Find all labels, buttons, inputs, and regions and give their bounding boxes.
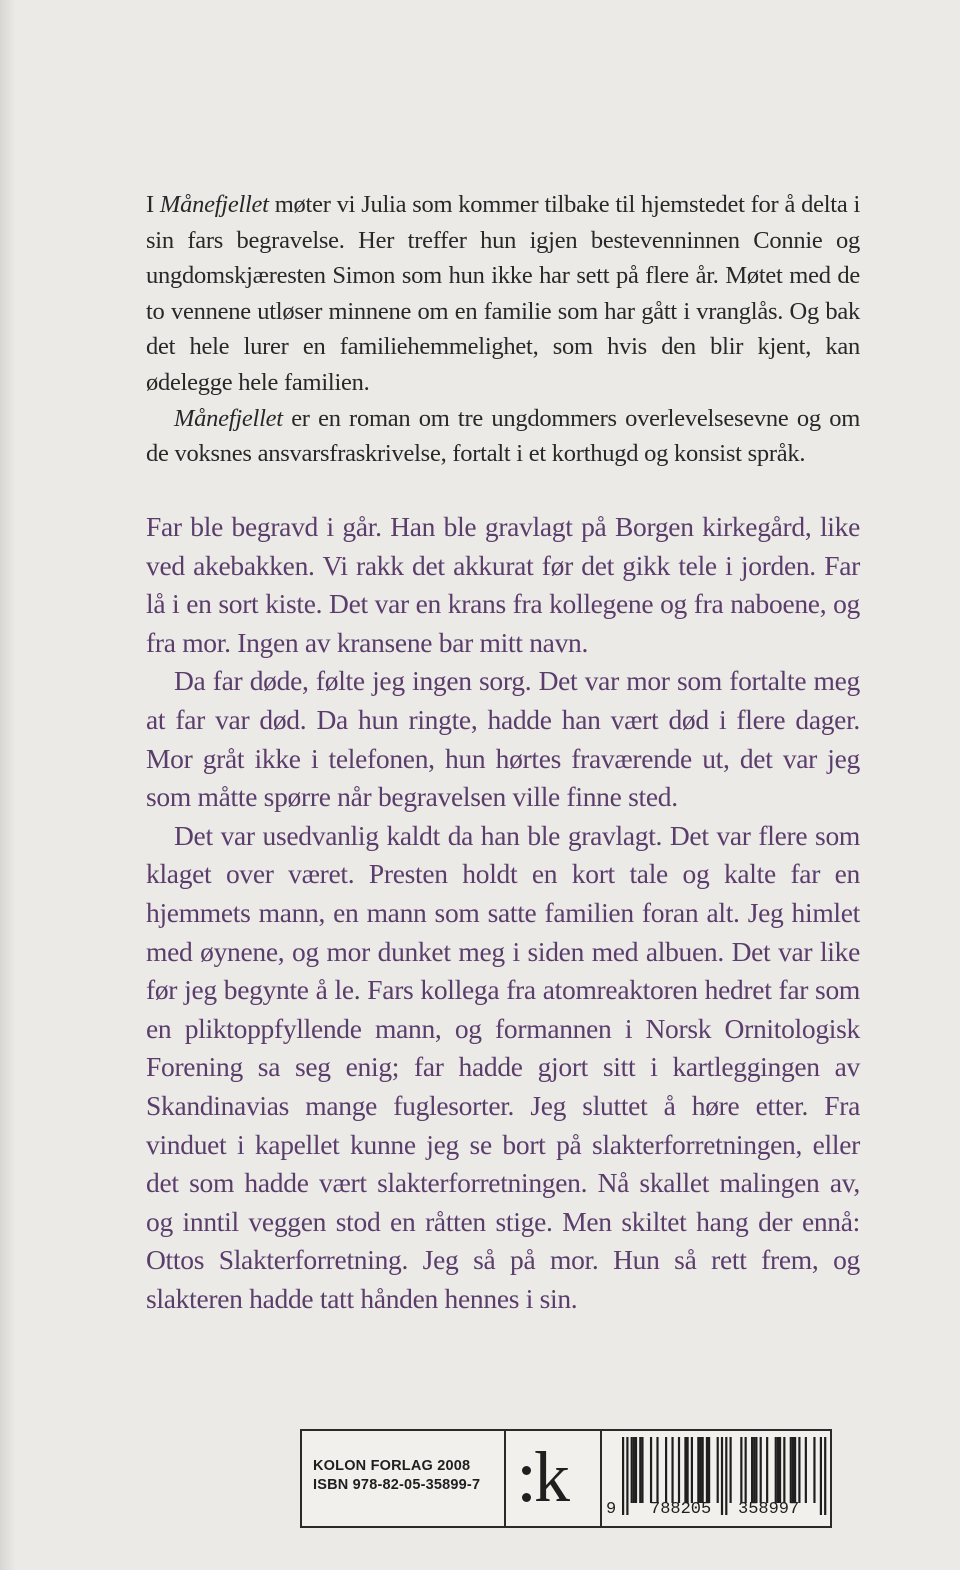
barcode-guard-bar xyxy=(820,1437,822,1515)
barcode-bar xyxy=(779,1437,781,1503)
barcode-bar xyxy=(753,1437,755,1503)
barcode-bar xyxy=(678,1437,680,1503)
barcode-bar xyxy=(717,1437,719,1503)
logo-letter: k xyxy=(534,1437,570,1517)
blurb xyxy=(146,187,860,472)
barcode-bar xyxy=(641,1437,643,1503)
barcode-bar xyxy=(671,1437,673,1503)
imprint-box xyxy=(300,1429,832,1528)
blurb-paragraph xyxy=(146,187,860,401)
barcode-guard-bar xyxy=(824,1437,826,1515)
excerpt-paragraph: Far ble begravd i går. Han ble gravlagt på Borgen kirkegård, like ved akebakken. Vi rakk det akkurat før det gikk tele i jorden. Far lå i en sort kiste. Det var en krans fra kollegene og fra naboene, og fra mor. Ingen av kransene bar mitt navn. xyxy=(146,511,860,658)
barcode-bar xyxy=(635,1437,637,1503)
isbn-line: ISBN 978-82-05-35899-7 xyxy=(313,1477,481,1493)
barcode-bar xyxy=(706,1437,708,1503)
barcode-bar xyxy=(783,1437,785,1503)
barcode-bar xyxy=(656,1437,658,1503)
barcode-bar xyxy=(687,1437,689,1503)
barcode-guard-bar xyxy=(626,1437,628,1515)
barcode-bar xyxy=(813,1437,815,1503)
barcode-bar xyxy=(751,1437,753,1503)
excerpt-paragraph: Da far døde, følte jeg ingen sorg. Det var mor som fortalte meg at far var død. Da hun ringte, hadde han vært død i flere dager. Mor gråt ikke i telefonen, hun hørtes fraværende ut, det var jeg som måtte spørre når begravelsen ville finne sted. xyxy=(146,665,860,813)
book-title: Månefjellet xyxy=(174,404,283,432)
barcode-guard-bar xyxy=(721,1437,723,1515)
blurb-text: møter vi Julia som kommer tilbake til hjemstedet for å delta i sin fars begravelse. Her treffer hun igjen bestevenninnen Connie og ungdomskjæresten Simon som hun ikke har sett på flere år. Møtet med de to vennene utløser minnene om en familie som har gått i vranglås. Og bak det hele lurer en familiehemmelighet, som hvis den blir kjent, kan ødelegge hele familien. xyxy=(146,191,860,396)
book-title: Månefjellet xyxy=(159,191,269,218)
barcode-bar xyxy=(631,1437,633,1503)
blurb-text: er en roman om tre ungdommers overlevelsesevne og om de voksnes ansvarsfraskrivelse, fortalt i et korthugd og konsist språk. xyxy=(146,404,861,468)
blurb-paragraph xyxy=(146,401,860,472)
barcode-bar xyxy=(760,1437,762,1503)
barcode-bar xyxy=(794,1437,796,1503)
barcode-bar xyxy=(699,1437,701,1503)
barcode xyxy=(602,1431,830,1526)
barcode-bar xyxy=(798,1437,800,1503)
barcode-bar xyxy=(745,1437,747,1503)
barcode-guard-bar xyxy=(725,1437,727,1515)
barcode-bar xyxy=(805,1437,807,1503)
barcode-bar xyxy=(740,1437,742,1503)
barcode-first-digit: 9 xyxy=(606,1500,617,1519)
barcode-bar xyxy=(639,1437,641,1503)
blurb-intro: I xyxy=(146,191,154,218)
barcode-bar xyxy=(775,1437,777,1503)
barcode-bar xyxy=(650,1437,652,1503)
publisher-line: KOLON FORLAG 2008 xyxy=(313,1458,471,1474)
barcode-left-group: 788205 xyxy=(650,1500,712,1519)
publisher-logo xyxy=(506,1431,602,1526)
barcode-bar xyxy=(755,1437,757,1503)
barcode-bar xyxy=(708,1437,710,1503)
barcode-bar xyxy=(790,1437,792,1503)
logo-colon-dot xyxy=(522,1493,531,1502)
excerpt xyxy=(146,508,860,1318)
barcode-bar xyxy=(691,1437,693,1503)
publisher-info xyxy=(302,1431,506,1526)
logo-colon-dot xyxy=(522,1466,531,1475)
barcode-bar xyxy=(684,1437,686,1503)
barcode-bar xyxy=(697,1437,699,1503)
barcode-bar xyxy=(766,1437,768,1503)
barcode-bar xyxy=(792,1437,794,1503)
barcode-bar xyxy=(633,1437,635,1503)
excerpt-paragraph: Det var usedvanlig kaldt da han ble gravlagt. Det var flere som klaget over været. Presten holdt en kort tale og kalte far en hjemmets mann, en mann som satte familien foran alt. Jeg himlet med øynene, og mor dunket meg i siden med albuen. Det var like før jeg begynte å le. Fars kollega fra atomreaktoren hedret far som en pliktoppfyllende mann, og formannen i Norsk Ornitologisk Forening sa seg enig; far hadde gjort sitt i kartleggingen av Skandinavias mange fuglesorter. Jeg sluttet å høre etter. Fra vinduet i kapellet kunne jeg se bort på slakterforretningen, eller det som hadde vært slakterforretningen. Nå skallet malingen av, og inntil veggen stod en råtten stige. Men skiltet hang der ennå: Ottos Slakterforretning. Jeg så på mor. Hun så rett frem, og slakteren hadde tatt hånden hennes i sin. xyxy=(146,819,860,1314)
barcode-bar xyxy=(702,1437,704,1503)
barcode-guard-bar xyxy=(622,1437,624,1515)
barcode-right-group: 358997 xyxy=(738,1500,800,1519)
barcode-bar xyxy=(665,1437,667,1503)
barcode-bar xyxy=(730,1437,732,1503)
barcode-bar xyxy=(777,1437,779,1503)
